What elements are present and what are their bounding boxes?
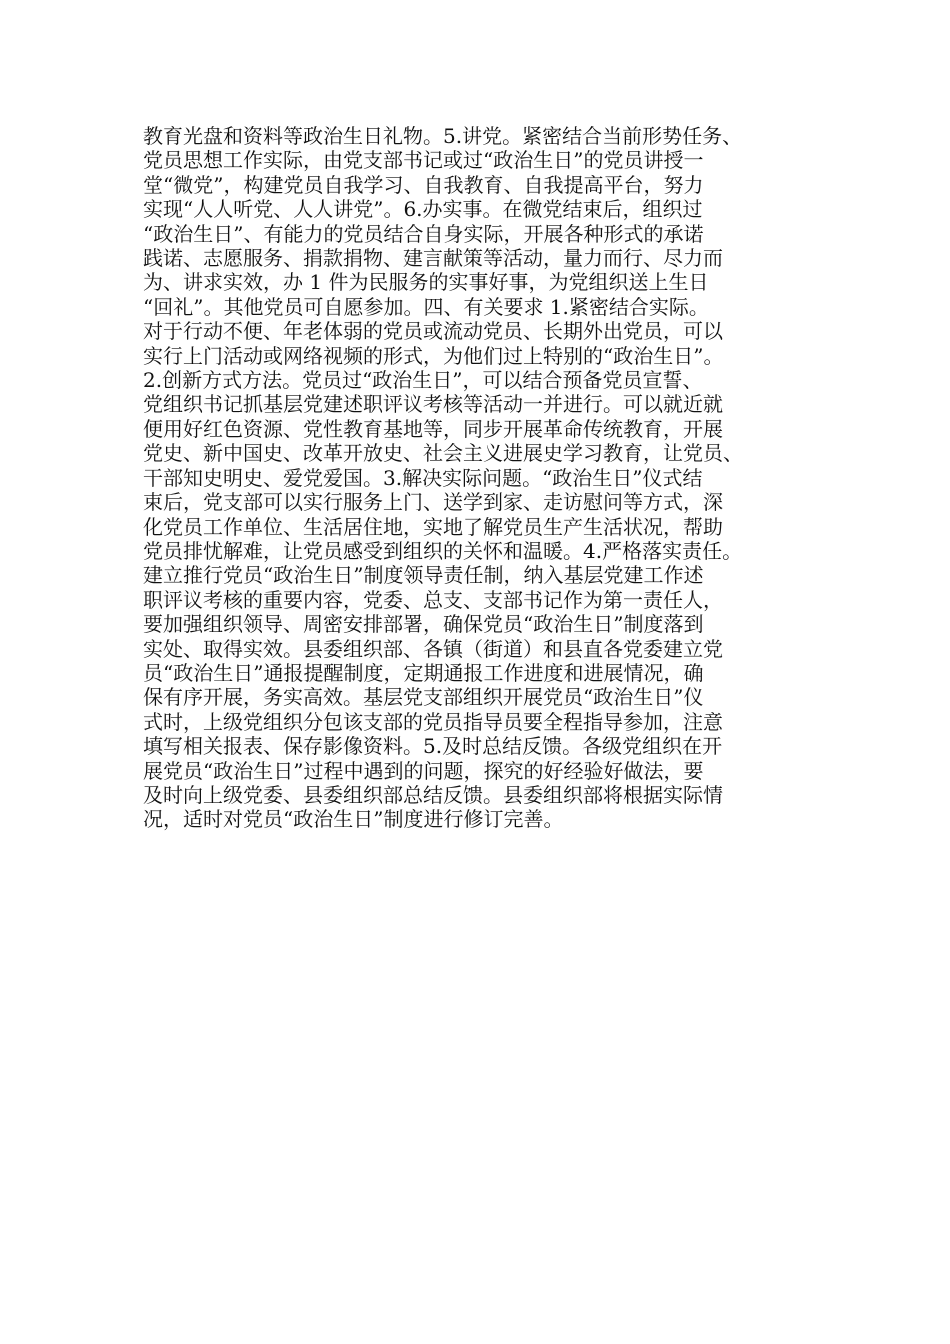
text-line: 员“政治生日”通报提醒制度，定期通报工作进度和进展情况，确 [143,660,704,685]
text-line: 党员排忧解难，让党员感受到组织的关怀和温暖。4.严格落实责任。 [143,538,743,563]
text-line: 对于行动不便、年老体弱的党员或流动党员、长期外出党员，可以 [143,319,723,344]
text-line: 为、讲求实效，办 1 件为民服务的实事好事，为党组织送上生日 [143,270,709,295]
text-line: 要加强组织领导、周密安排部署，确保党员“政治生日”制度落到 [143,612,704,637]
text-line: 便用好红色资源、党性教育基地等，同步开展革命传统教育，开展 [143,416,723,441]
text-line: 化党员工作单位、生活居住地，实地了解党员生产生活状况，帮助 [143,514,723,539]
text-line: 堂“微党”，构建党员自我学习、自我教育、自我提高平台，努力 [143,172,704,197]
text-line: 况，适时对党员“政治生日”制度进行修订完善。 [143,807,564,832]
text-line: 党员思想工作实际，由党支部书记或过“政治生日”的党员讲授一 [143,148,704,173]
text-line: 职评议考核的重要内容，党委、总支、支部书记作为第一责任人， [143,587,723,612]
text-line: 及时向上级党委、县委组织部总结反馈。县委组织部将根据实际情 [143,782,723,807]
text-line: 党组织书记抓基层党建述职评议考核等活动一并进行。可以就近就 [143,392,723,417]
text-line: 束后，党支部可以实行服务上门、送学到家、走访慰问等方式，深 [143,490,723,515]
text-line: 2.创新方式方法。党员过“政治生日”，可以结合预备党员宣誓、 [143,368,703,393]
text-line: 式时，上级党组织分包该支部的党员指导员要全程指导参加，注意 [143,709,723,734]
text-line: 实行上门活动或网络视频的形式，为他们过上特别的“政治生日”。 [143,343,724,368]
text-line: 党史、新中国史、改革开放史、社会主义进展史学习教育，让党员、 [143,441,743,466]
text-line: 干部知史明史、爱党爱国。3.解决实际问题。“政治生日”仪式结 [143,465,703,490]
text-line: 教育光盘和资料等政治生日礼物。5.讲党。紧密结合当前形势任务、 [143,124,743,148]
text-line: 实处、取得实效。县委组织部、各镇（街道）和县直各党委建立党 [143,636,723,661]
text-line: 展党员“政治生日”过程中遇到的问题，探究的好经验好做法，要 [143,758,704,783]
text-line: “回礼”。其他党员可自愿参加。四、有关要求 1.紧密结合实际。 [143,294,709,319]
text-line: “政治生日”、有能力的党员结合自身实际，开展各种形式的承诺 [143,221,704,246]
text-line: 践诺、志愿服务、捐款捐物、建言献策等活动，量力而行、尽力而 [143,246,723,271]
text-line: 建立推行党员“政治生日”制度领导责任制，纳入基层党建工作述 [143,563,704,588]
text-line: 保有序开展，务实高效。基层党支部组织开展党员“政治生日”仪 [143,685,704,710]
body-text [143,124,823,832]
text-line: 填写相关报表、保存影像资料。5.及时总结反馈。各级党组织在开 [143,734,723,759]
text-line: 实现“人人听党、人人讲党”。6.办实事。在微党结束后，组织过 [143,197,703,222]
